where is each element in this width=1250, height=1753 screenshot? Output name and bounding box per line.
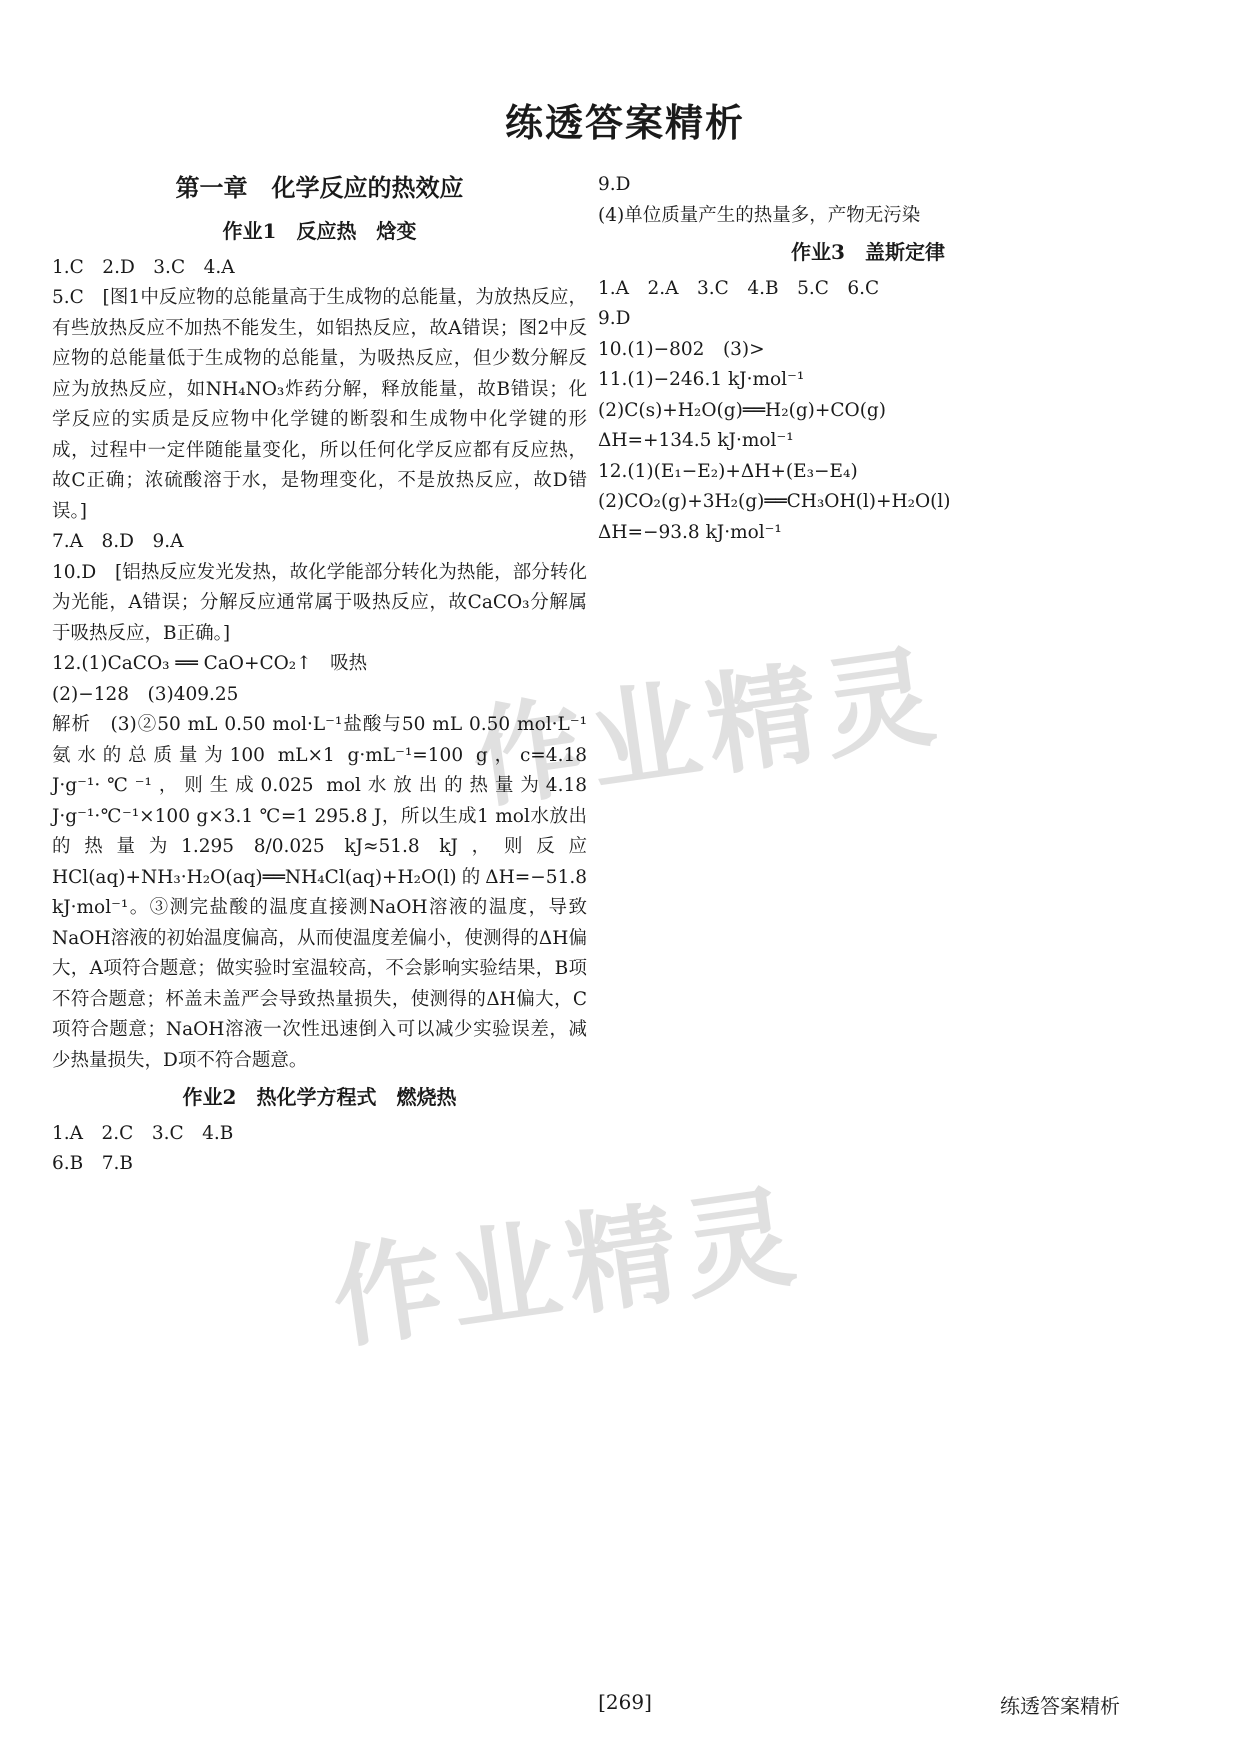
section-title: 作业3 盖斯定律 (791, 240, 945, 264)
answer-item: 12.(1)(E₁−E₂)+ΔH+(E₃−E₄) (598, 460, 858, 482)
answer-item: 11.(1)−246.1 kJ·mol⁻¹ (598, 369, 805, 390)
answer-item: 5.C [图1中反应物的总能量高于生成物的总能量，为放热反应，有些放热反应不加热不能发生，如铝热反应，故A错误；图2中反应物的总能量低于生成物的总能量，为吸热反应，但少数分解反应为放热反应，如NH₄NO₃炸药分解，释放能量，故B错误；化学反应的实质是反应物中化学键的断裂和生成物中化学键的形成，过程中一定伴随能量变化，所以任何化学反应都有反应热，故C正确；浓硫酸溶于水，是物理变化，不是放热反应，故D错误。] (52, 287, 587, 522)
answer-item: 6.B 7.B (52, 1153, 133, 1174)
answer-item: (2)C(s)+H₂O(g)══H₂(g)+CO(g) (598, 399, 886, 421)
section-title: 作业1 反应热 焓变 (222, 219, 417, 243)
answer-item: 1.A 2.A 3.C 4.B 5.C 6.C (598, 277, 880, 299)
page-title: 练透答案精析 (504, 100, 745, 145)
watermark: 作业精灵 (324, 1171, 810, 1365)
answer-item: 10.D [铝热反应发光发热，故化学能部分转化为热能，部分转化为光能，A错误；分解反应通常属于吸热反应，故CaCO₃分解属于吸热反应，B正确。] (52, 561, 587, 644)
answer-item: 1.A 2.C 3.C 4.B (52, 1122, 234, 1144)
right-column (598, 170, 1138, 548)
chapter-title: 第一章 化学反应的热效应 (175, 173, 464, 202)
answer-item: 12.(1)CaCO₃ ══ CaO+CO₂↑ 吸热 (52, 653, 368, 674)
answer-item: 10.(1)−802 (3)> (598, 338, 765, 360)
page-number: [269] (598, 1690, 652, 1714)
answer-item: (2)−128 (3)409.25 (52, 683, 239, 705)
answer-item: (4)单位质量产生的热量多，产物无污染 (598, 204, 921, 226)
running-head: 练透答案精析 (1000, 1694, 1120, 1718)
answer-item: 9.D (598, 174, 631, 195)
answer-item: ΔH=+134.5 kJ·mol⁻¹ (598, 430, 794, 451)
answer-item: 7.A 8.D 9.A (52, 531, 184, 552)
answer-item: ΔH=−93.8 kJ·mol⁻¹ (598, 521, 782, 543)
answer-item: (2)CO₂(g)+3H₂(g)══CH₃OH(l)+H₂O(l) (598, 491, 951, 512)
left-column (52, 170, 587, 1180)
watermark: 作业精灵 (464, 631, 950, 825)
answer-item: 9.D (598, 308, 631, 329)
answer-item: 解析 (3)②50 mL 0.50 mol·L⁻¹盐酸与50 mL 0.50 mol·L⁻¹氨水的总质量为100 mL×1 g·mL⁻¹=100 g，c=4.18 J·g⁻¹·℃⁻¹，则生成0.025 mol水放出的热量为4.18 J·g⁻¹·℃⁻¹×100 g×3.1 ℃=1 295.8 J，所以生成1 mol水放出的热量为1.295 8/0.025 kJ≈51.8 kJ，则反应HCl(aq)+NH₃·H₂O(aq)══NH₄Cl(aq)+H₂O(l)的ΔH=−51.8 kJ·mol⁻¹。③测完盐酸的温度直接测NaOH溶液的温度，导致NaOH溶液的初始温度偏高，从而使温度差偏小，使测得的ΔH偏大，A项符合题意；做实验时室温较高，不会影响实验结果，B项不符合题意；杯盖未盖严会导致热量损失，使测得的ΔH偏大，C项符合题意；NaOH溶液一次性迅速倒入可以减少实验误差，减少热量损失，D项不符合题意。 (52, 714, 587, 1071)
answer-item: 1.C 2.D 3.C 4.A (52, 256, 235, 278)
section-title: 作业2 热化学方程式 燃烧热 (182, 1085, 457, 1109)
